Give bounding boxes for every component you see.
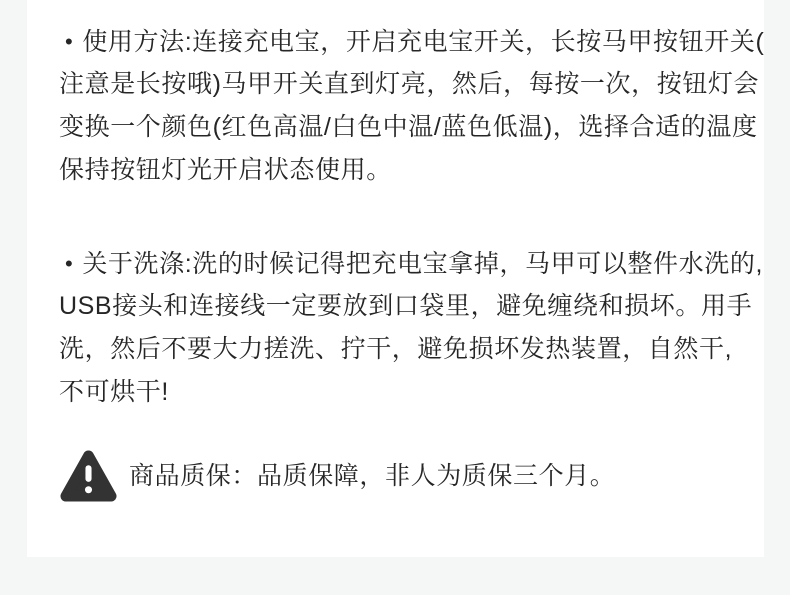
washing-line-4: 不可烘干! — [59, 378, 169, 406]
page-footer-gap — [0, 557, 790, 595]
usage-paragraph — [59, 0, 765, 192]
usage-line-3: 变换一个颜色(红色高温/白色中温/蓝色低温)，选择合适的温度 — [59, 113, 758, 141]
text-line — [59, 242, 764, 285]
description-card — [27, 0, 764, 557]
usage-line-2: 注意是长按哦)马甲开关直到灯亮，然后，每按一次，按钮灯会 — [59, 70, 760, 98]
usage-line-4: 保持按钮灯光开启状态使用。 — [59, 156, 392, 184]
warranty-note — [59, 448, 756, 505]
text-line — [59, 20, 765, 63]
warning-triangle-icon — [59, 448, 118, 505]
warranty-text: 商品质保：品质保障，非人为质保三个月。 — [129, 462, 616, 490]
washing-line-2: USB接头和连接线一定要放到口袋里，避免缠绕和损坏。用手 — [59, 292, 753, 320]
washing-line-1: 关于洗涤:洗的时候记得把充电宝拿掉，马甲可以整件水洗的, — [82, 250, 764, 278]
bullet-icon: • — [65, 251, 74, 276]
usage-line-1: 使用方法:连接充电宝，开启充电宝开关，长按马甲按钮开关( — [82, 28, 765, 56]
washing-paragraph — [59, 192, 764, 414]
bullet-icon: • — [65, 29, 74, 54]
washing-line-3: 洗，然后不要大力搓洗、拧干，避免损坏发热装置，自然干, — [59, 335, 733, 363]
